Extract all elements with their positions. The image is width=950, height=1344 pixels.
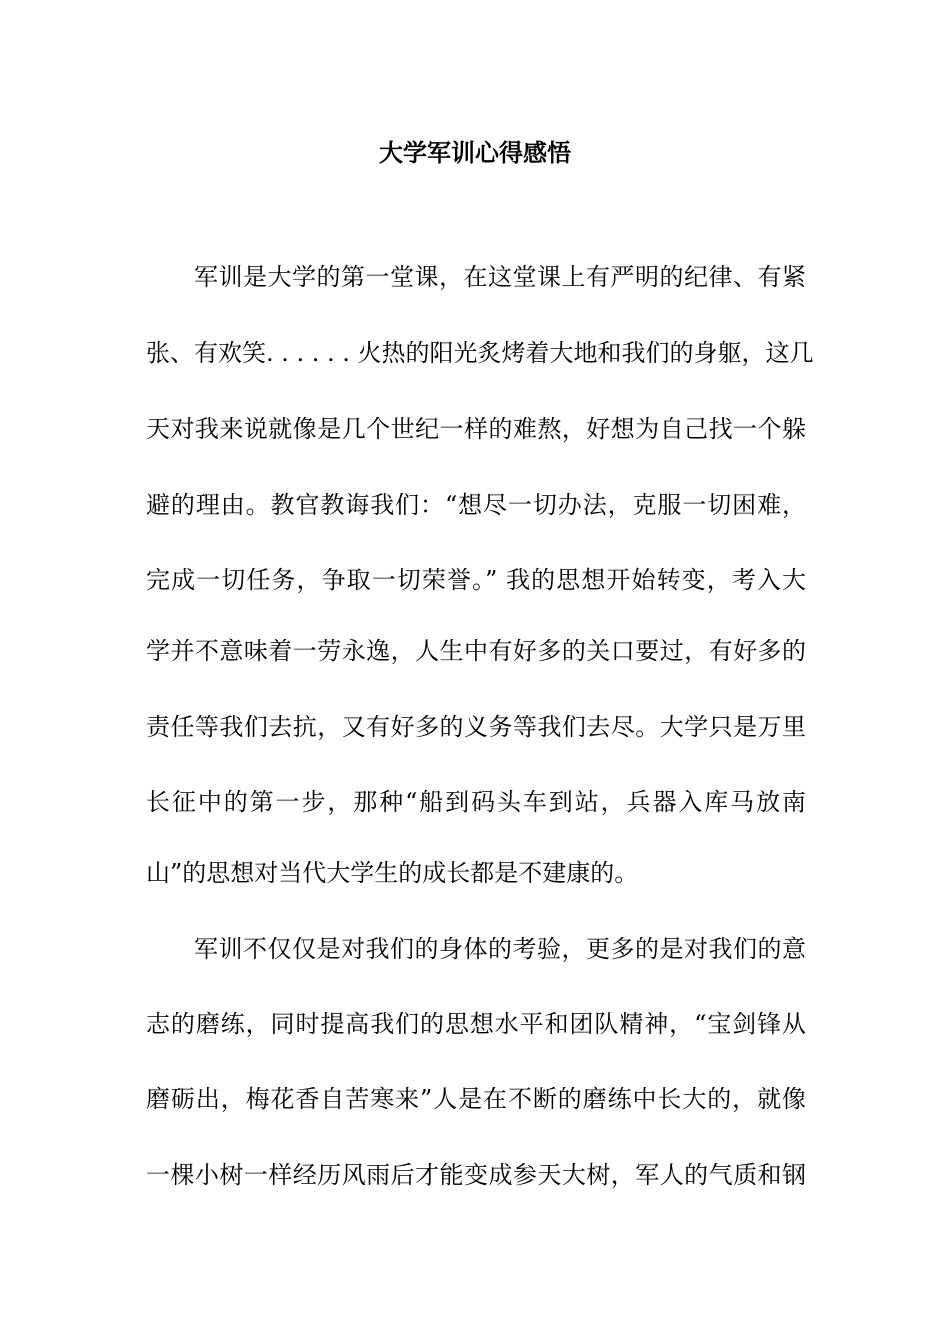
paragraph-line: 学并不意味着一劳永逸，人生中有好多的关口要过，有好多的	[146, 637, 806, 665]
paragraph-line: 军训是大学的第一堂课，在这堂课上有严明的纪律、有紧	[194, 263, 806, 291]
document-title: 大学军训心得感悟	[379, 138, 571, 167]
paragraph-line: 山”的思想对当代大学生的成长都是不建康的。	[146, 859, 639, 887]
paragraph-line: 责任等我们去抗，又有好多的义务等我们去尽。大学只是万里	[146, 713, 806, 741]
paragraph-line: 避的理由。教官教诲我们：“想尽一切办法，克服一切困难，	[146, 491, 806, 519]
paragraph-line: 张、有欢笑. . . . . . 火热的阳光炙烤着大地和我们的身躯，这几	[146, 339, 814, 367]
paragraph-line: 一棵小树一样经历风雨后才能变成参天大树，军人的气质和钢	[146, 1161, 806, 1189]
paragraph-line: 长征中的第一步，那种“船到码头车到站，兵器入库马放南	[146, 788, 806, 816]
paragraph-line: 完成一切任务，争取一切荣誉。” 我的思想开始转变，考入大	[146, 566, 806, 594]
paragraph-line: 军训不仅仅是对我们的身体的考验，更多的是对我们的意	[194, 935, 806, 963]
paragraph-line: 磨砺出，梅花香自苦寒来”人是在不断的磨练中长大的，就像	[146, 1085, 806, 1113]
paragraph-line: 志的磨练，同时提高我们的思想水平和团队精神，“宝剑锋从	[146, 1010, 806, 1038]
paragraph-line: 天对我来说就像是几个世纪一样的难熬，好想为自己找一个躲	[146, 415, 806, 443]
